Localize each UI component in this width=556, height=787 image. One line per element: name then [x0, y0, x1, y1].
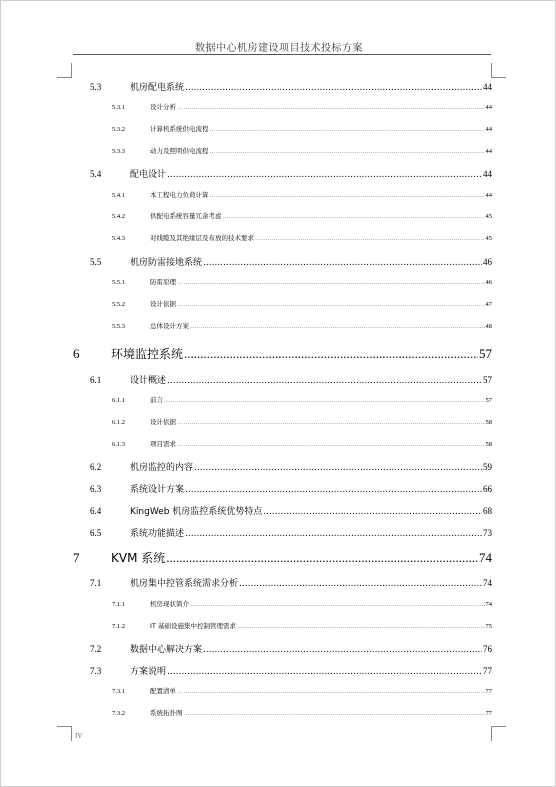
toc-entry-number: 7.3: [90, 666, 102, 676]
toc-entry-number: 7: [73, 550, 80, 565]
toc-entry[interactable]: [112, 233, 492, 242]
toc-entry-page: 77: [485, 710, 492, 717]
toc-dot-leader: [255, 234, 485, 242]
toc-entry-title: 机房配电系统: [130, 83, 185, 93]
crop-mark-top-right: [491, 63, 506, 78]
toc-entry-number: 6.1.2: [112, 419, 125, 426]
toc-entry-page: 45: [485, 213, 492, 220]
toc-entry-title: 对线缆及其绝缘层及布放的技术要求: [150, 234, 254, 242]
toc-dot-leader: [184, 346, 478, 362]
toc-entry-number: 7.3.2: [112, 710, 125, 717]
toc-entry-number: 5.3: [90, 82, 102, 92]
toc-entry-title: 方案说明: [130, 667, 167, 677]
toc-dot-leader: [185, 83, 482, 93]
toc-entry-title: 配置清单: [150, 687, 176, 695]
toc-entry-title: 配电设计: [130, 170, 167, 180]
toc-dot-leader: [177, 300, 485, 308]
toc-entry[interactable]: [112, 211, 492, 220]
toc-entry-title: 机房监控的内容: [130, 463, 194, 473]
toc-entry-page: 44: [485, 126, 492, 133]
toc-entry[interactable]: [112, 299, 492, 308]
toc-entry-title: KingWeb 机房监控系统优势特点: [130, 507, 263, 517]
toc-entry[interactable]: [112, 102, 492, 111]
toc-entry-page: 46: [483, 257, 492, 267]
toc-entry[interactable]: [112, 124, 492, 133]
toc-entry-page: 44: [485, 148, 492, 155]
toc-dot-leader: [184, 709, 485, 717]
toc-dot-leader: [210, 125, 485, 133]
toc-entry[interactable]: [90, 167, 492, 179]
toc-dot-leader: [167, 170, 482, 180]
toc-entry-number: 5.3.2: [112, 126, 125, 133]
toc-entry[interactable]: [112, 708, 492, 717]
toc-entry-page: 57: [479, 346, 492, 361]
crop-mark-bottom-left: [57, 726, 72, 741]
toc-entry-number: 5.3.1: [112, 104, 125, 111]
toc-entry-page: 58: [485, 419, 492, 426]
toc-entry[interactable]: [73, 345, 492, 361]
toc-dot-leader: [177, 440, 485, 448]
toc-dot-leader: [167, 376, 482, 386]
toc-dot-leader: [177, 687, 485, 695]
toc-entry-title: KVM 系统: [111, 551, 166, 565]
toc-entry-page: 44: [485, 104, 492, 111]
crop-mark-bottom-right: [491, 726, 506, 741]
toc-entry-title: 设计依据: [150, 418, 176, 426]
toc-entry-title: 数据中心解决方案: [130, 645, 203, 655]
toc-entry-page: 46: [485, 279, 492, 286]
toc-entry-page: 44: [483, 82, 492, 92]
toc-entry-page: 76: [483, 644, 492, 654]
toc-entry-title: 系统设计方案: [130, 485, 185, 495]
toc-entry-page: 74: [479, 550, 492, 565]
toc-entry-number: 5.4.2: [112, 213, 125, 220]
toc-dot-leader: [239, 579, 482, 589]
toc-entry-title: 总体设计方案: [150, 322, 189, 330]
toc-entry-number: 5.5.2: [112, 301, 125, 308]
toc-entry-title: 前言: [150, 396, 163, 404]
toc-entry-page: 75: [485, 623, 492, 630]
toc-entry-number: 6.3: [90, 484, 102, 494]
toc-dot-leader: [210, 147, 485, 155]
toc-entry-number: 6.4: [90, 506, 102, 516]
toc-entry[interactable]: [90, 664, 492, 676]
toc-entry-number: 6.1.3: [112, 441, 125, 448]
page-number: IV: [75, 732, 83, 740]
toc-entry-page: 57: [483, 375, 492, 385]
toc-entry-page: 48: [485, 323, 492, 330]
toc-entry-title: 设计依据: [150, 300, 176, 308]
toc-entry-title: 机房防雷接地系统: [130, 258, 203, 268]
toc-entry[interactable]: [90, 642, 492, 654]
toc-entry[interactable]: [112, 277, 492, 286]
toc-dot-leader: [223, 212, 485, 220]
toc-entry[interactable]: [112, 686, 492, 695]
toc-dot-leader: [177, 103, 485, 111]
toc-entry-number: 5.4.3: [112, 235, 125, 242]
toc-entry-title: 系统拓扑图: [150, 709, 183, 717]
toc-entry-title: 计算机系统供电流程: [150, 125, 209, 133]
toc-entry-title: 供配电系统容量冗余考虑: [150, 212, 222, 220]
toc-entry-page: 74: [485, 601, 492, 608]
toc-entry-page: 57: [485, 397, 492, 404]
toc-entry-number: 5.5.3: [112, 323, 125, 330]
toc-entry[interactable]: [112, 146, 492, 155]
toc-dot-leader: [263, 507, 482, 517]
toc-entry-number: 5.4.1: [112, 192, 125, 199]
toc-entry[interactable]: [112, 395, 492, 404]
toc-entry-page: 66: [483, 484, 492, 494]
toc-entry-number: 6.1: [90, 375, 102, 385]
toc-entry[interactable]: [112, 190, 492, 199]
toc-entry-title: 系统功能描述: [130, 529, 185, 539]
toc-entry-number: 7.1.1: [112, 601, 125, 608]
toc-entry-title: 本工程电力负荷计算: [150, 191, 209, 199]
toc-entry-page: 44: [483, 169, 492, 179]
toc-entry-number: 7.3.1: [112, 688, 125, 695]
toc-entry[interactable]: [90, 460, 492, 472]
toc-dot-leader: [237, 622, 485, 630]
running-header: 数据中心机房建设项目技术投标方案: [195, 43, 363, 54]
toc-entry-page: 73: [483, 528, 492, 538]
toc-entry[interactable]: [90, 576, 492, 588]
toc-entry-number: 6: [73, 346, 80, 361]
toc-dot-leader: [185, 529, 482, 539]
toc-entry[interactable]: [112, 599, 492, 608]
toc-entry-title: IT 基础设施集中控制管理需求: [150, 622, 236, 630]
toc-entry-number: 7.1.2: [112, 623, 125, 630]
toc-entry-title: 设计分析: [150, 103, 176, 111]
crop-mark-top-left: [57, 63, 72, 78]
toc-dot-leader: [164, 396, 485, 404]
toc-entry[interactable]: [73, 549, 492, 565]
toc-dot-leader: [190, 600, 485, 608]
toc-entry[interactable]: [90, 255, 492, 267]
toc-entry-number: 6.2: [90, 462, 102, 472]
toc-entry-title: 环境监控系统: [111, 347, 184, 361]
toc-entry-page: 77: [485, 688, 492, 695]
toc-entry[interactable]: [112, 439, 492, 448]
toc-entry[interactable]: [90, 80, 492, 92]
toc-entry-title: 设计概述: [130, 376, 167, 386]
toc-dot-leader: [177, 278, 485, 286]
toc-entry[interactable]: [90, 373, 492, 385]
toc-entry-page: 58: [485, 441, 492, 448]
toc-entry-page: 77: [483, 666, 492, 676]
toc-entry-title: 项目需求: [150, 440, 176, 448]
toc-entry[interactable]: [112, 417, 492, 426]
toc-dot-leader: [190, 322, 485, 330]
toc-entry[interactable]: [90, 526, 492, 538]
toc-dot-leader: [203, 645, 482, 655]
toc-entry-title: 机房集中控管系统需求分析: [130, 579, 239, 589]
toc-entry-page: 59: [483, 462, 492, 472]
toc-entry-title: 机房现状简介: [150, 600, 189, 608]
toc-entry-title: 动力及照明供电流程: [150, 147, 209, 155]
toc-entry-page: 47: [485, 301, 492, 308]
toc-dot-leader: [194, 463, 482, 473]
toc-entry[interactable]: [90, 504, 492, 516]
toc-dot-leader: [185, 485, 482, 495]
toc-dot-leader: [166, 550, 478, 566]
toc-entry-number: 5.5: [90, 257, 102, 267]
toc-entry[interactable]: [112, 321, 492, 330]
toc-entry-number: 6.5: [90, 528, 102, 538]
toc-dot-leader: [203, 258, 482, 268]
toc-entry-number: 7.1: [90, 578, 102, 588]
toc-entry-page: 45: [485, 235, 492, 242]
toc-entry-number: 7.2: [90, 644, 102, 654]
toc-entry-number: 6.1.1: [112, 397, 125, 404]
toc-entry-page: 74: [483, 578, 492, 588]
toc-entry-title: 防雷原理: [150, 278, 176, 286]
toc-entry[interactable]: [90, 482, 492, 494]
header-rule: [73, 54, 491, 55]
toc-entry-page: 68: [483, 506, 492, 516]
toc-entry[interactable]: [112, 621, 492, 630]
toc-dot-leader: [177, 418, 485, 426]
toc-entry-number: 5.5.1: [112, 279, 125, 286]
toc-entry-number: 5.3.3: [112, 148, 125, 155]
toc-dot-leader: [167, 667, 482, 677]
toc-dot-leader: [210, 191, 485, 199]
toc-entry-page: 44: [485, 192, 492, 199]
toc-entry-number: 5.4: [90, 169, 102, 179]
